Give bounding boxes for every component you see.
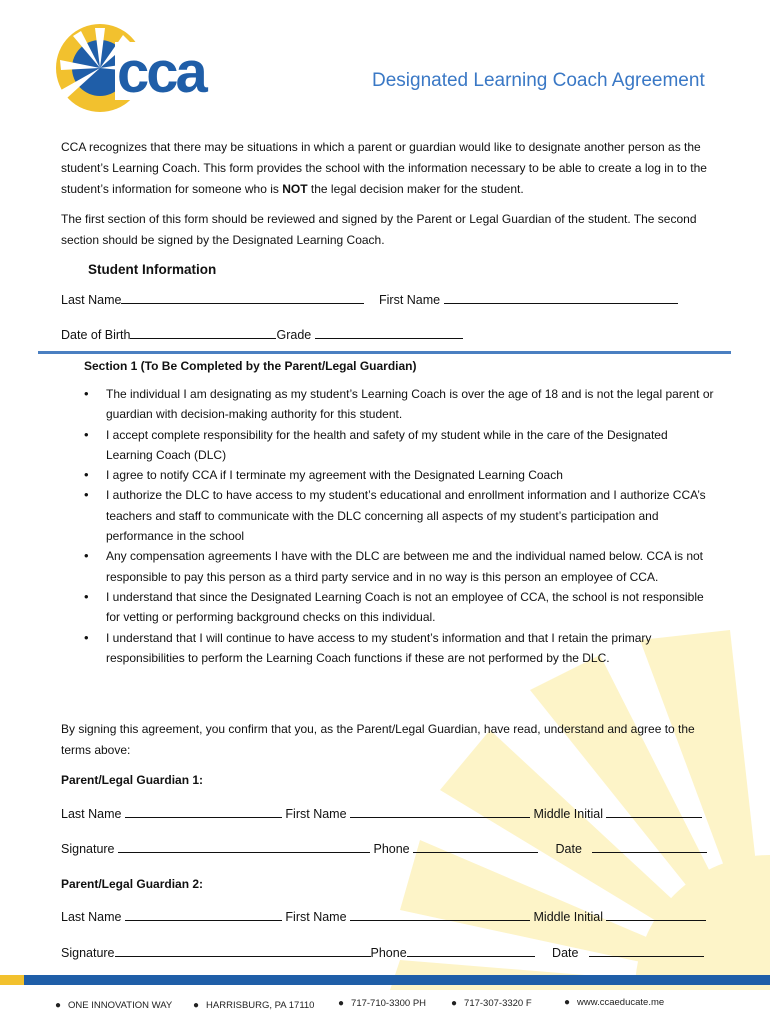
- guardian2-middle-initial-label: Middle Initial: [533, 910, 603, 924]
- intro-text-b: the legal decision maker for the student.: [307, 182, 524, 196]
- guardian1-first-name-field[interactable]: [350, 805, 530, 818]
- student-first-name-row: [379, 291, 678, 307]
- guardian1-middle-initial-field[interactable]: [606, 805, 702, 818]
- guardian2-date-field[interactable]: [589, 944, 704, 957]
- guardian2-last-name-field[interactable]: [125, 908, 282, 921]
- guardian2-phone-field[interactable]: [407, 944, 535, 957]
- footer-address-text: ONE INNOVATION WAY: [68, 1000, 173, 1011]
- guardian1-last-name-label: Last Name: [61, 807, 122, 821]
- list-item: • I accept complete responsibility for the health and safety of my student while in the care of the Designated Learning Coach (DLC): [84, 425, 714, 466]
- student-dob-field[interactable]: [130, 326, 276, 339]
- guardian1-date-label: Date: [555, 842, 582, 856]
- logo-text: cca: [117, 40, 205, 105]
- student-dob-label: Date of Birth: [61, 328, 131, 342]
- footer-fax: [451, 998, 532, 1009]
- bullet-icon: ●: [55, 1000, 62, 1011]
- guardian2-last-name-label: Last Name: [61, 910, 122, 924]
- guardian2-first-name-label: First Name: [285, 910, 347, 924]
- footer-website[interactable]: [564, 997, 664, 1008]
- student-last-name-field[interactable]: [121, 291, 364, 304]
- guardian1-phone-field[interactable]: [413, 840, 538, 853]
- student-last-name-row: [61, 291, 364, 307]
- bullet-icon: ●: [338, 998, 345, 1009]
- guardian1-phone-label: Phone: [373, 842, 410, 856]
- footer-address: [55, 1000, 172, 1011]
- intro-paragraph-1: [61, 137, 721, 200]
- cca-logo: [55, 22, 240, 117]
- guardian2-name-row: [61, 908, 706, 924]
- student-first-name-label: First Name: [379, 293, 441, 307]
- confirm-paragraph: By signing this agreement, you confirm that you, as the Parent/Legal Guardian, have read, understand and agree to the terms above:: [61, 722, 695, 757]
- guardian1-last-name-field[interactable]: [125, 805, 282, 818]
- guardian1-name-row: [61, 805, 702, 821]
- list-item: • Any compensation agreements I have with the DLC are between me and the individual named below. CCA is not responsible to pay this person as a third party service and in no way is this person an employee of CCA.: [84, 546, 714, 587]
- student-first-name-field[interactable]: [444, 291, 678, 304]
- bullet-icon: ●: [564, 997, 571, 1008]
- student-info-heading: Student Information: [88, 262, 217, 277]
- section1-bullet-list: [84, 384, 714, 668]
- guardian1-heading: Parent/Legal Guardian 1:: [61, 773, 204, 787]
- list-item: • I understand that since the Designated Learning Coach is not an employee of CCA, the school is not responsible for vetting or performing background checks on this individual.: [84, 587, 714, 628]
- list-item: • The individual I am designating as my student’s Learning Coach is over the age of 18 and is not the legal parent or guardian with decision-making authority for this student.: [84, 384, 714, 425]
- student-grade-label: Grade: [276, 328, 312, 342]
- page-title: Designated Learning Coach Agreement: [372, 70, 705, 91]
- guardian1-first-name-label: First Name: [285, 807, 347, 821]
- student-last-name-label: Last Name: [61, 293, 122, 307]
- footer-city-text: HARRISBURG, PA 17110: [206, 1000, 315, 1011]
- bullet-icon: ●: [451, 998, 458, 1009]
- guardian2-signature-field[interactable]: [115, 944, 371, 957]
- footer-phone-text: 717-710-3300 PH: [351, 998, 427, 1009]
- footer-bar-blue: [24, 975, 770, 985]
- footer-bar-yellow: [0, 975, 24, 985]
- footer-fax-text: 717-307-3320 F: [464, 998, 532, 1009]
- guardian1-signature-field[interactable]: [118, 840, 370, 853]
- footer-city: [193, 1000, 314, 1011]
- list-item: • I agree to notify CCA if I terminate my agreement with the Designated Learning Coach: [84, 465, 714, 485]
- bullet-icon: ●: [193, 1000, 200, 1011]
- guardian2-first-name-field[interactable]: [350, 908, 530, 921]
- section-divider: [38, 351, 731, 354]
- guardian2-signature-label: Signature: [61, 946, 115, 960]
- list-item: • I authorize the DLC to have access to my student’s educational and enrollment information and I authorize CCA’s teachers and staff to communicate with the DLC concerning all aspects of my student’s participation and performance in the school: [84, 485, 714, 546]
- guardian1-middle-initial-label: Middle Initial: [533, 807, 603, 821]
- guardian1-date-field[interactable]: [592, 840, 707, 853]
- guardian1-signature-row: [61, 840, 707, 856]
- guardian2-signature-row: [61, 944, 704, 960]
- intro-text-a: CCA recognizes that there may be situations in which a parent or guardian would like to designate another person as the student’s Learning Coach. This form provides the school with the information necessary to be able to create a log in to the student’s information for someone who is: [61, 140, 707, 196]
- guardian2-heading: Parent/Legal Guardian 2:: [61, 877, 204, 891]
- guardian2-date-label: Date: [552, 946, 579, 960]
- list-item: • I understand that I will continue to have access to my student’s information and that I retain the primary responsibilities to perform the Learning Coach functions if these are not performed by the DLC.: [84, 628, 714, 669]
- intro-paragraph-2: The first section of this form should be reviewed and signed by the Parent or Legal Guardian of the student. The second section should be signed by the Designated Learning Coach.: [61, 212, 697, 247]
- intro-bold-not: NOT: [282, 182, 308, 196]
- section1-heading: Section 1 (To Be Completed by the Parent/Legal Guardian): [84, 359, 417, 373]
- student-dob-row: [61, 326, 463, 342]
- guardian1-signature-label: Signature: [61, 842, 115, 856]
- footer-website-link[interactable]: www.ccaeducate.me: [577, 997, 665, 1008]
- footer-phone: [338, 998, 426, 1009]
- student-grade-field[interactable]: [315, 326, 463, 339]
- guardian2-middle-initial-field[interactable]: [606, 908, 706, 921]
- guardian2-phone-label: Phone: [370, 946, 407, 960]
